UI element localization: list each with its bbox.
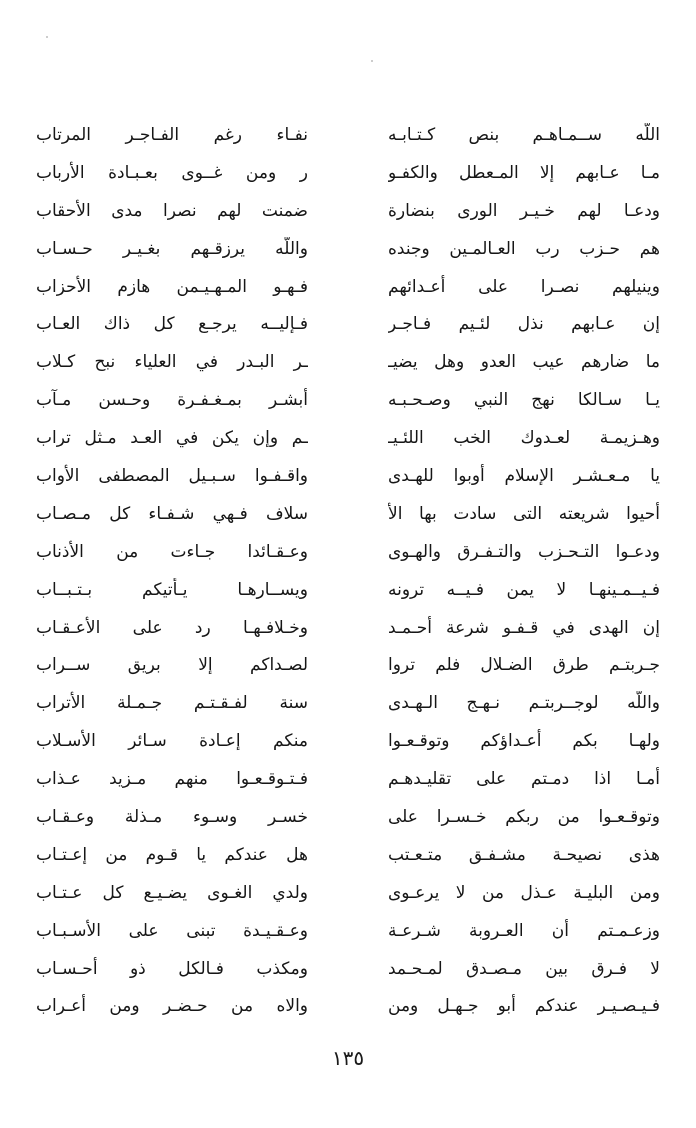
verse-second-hemistich: ـم وإن يكن في العـد مـثل تراب	[36, 428, 308, 449]
verse-first-hemistich: ما ضارهم عيب العدو وهل يضيـ	[388, 352, 660, 373]
verse-line	[36, 722, 660, 760]
verse-first-hemistich: هذى نصيحـة مشـفـق متـعـتب	[388, 844, 660, 865]
verse-second-hemistich: وعـقـائدا جـاءت من الأذناب	[36, 541, 308, 562]
verse-second-hemistich: ومكذب فـالكل ذو أحـسـاب	[36, 958, 308, 979]
verse-line	[36, 495, 660, 533]
verse-line	[36, 987, 660, 1025]
verse-second-hemistich: واللّه يرزقـهم بغـيـر حـسـاب	[36, 238, 308, 259]
verse-first-hemistich: إن الهدى في قـفـو شرعة أحـمـد	[388, 617, 660, 638]
page-number: ١٣٥	[331, 1046, 365, 1070]
poem	[36, 116, 660, 1025]
verse-line	[36, 268, 660, 306]
verse-line	[36, 836, 660, 874]
verse-line	[36, 760, 660, 798]
verse-line	[36, 533, 660, 571]
verse-line	[36, 343, 660, 381]
verse-second-hemistich: ر ومن غــوى بعـبـادة الأرباب	[36, 162, 308, 183]
verse-first-hemistich: أحيوا شريعته التى سادت بها الأ	[388, 503, 660, 524]
verse-first-hemistich: يـا سـالكا نهج النبي وصـحـبـه	[388, 390, 660, 411]
verse-first-hemistich: هم حـزب رب العـالمـين وجنده	[388, 238, 660, 259]
verse-second-hemistich: نفـاء رغم الفـاجـر المرتاب	[36, 124, 308, 145]
verse-second-hemistich: واقـفـوا سـبـيل المصطفى الأواب	[36, 465, 308, 486]
verse-line	[36, 684, 660, 722]
verse-second-hemistich: وخـلافـهـا رد على الأعـقـاب	[36, 617, 308, 638]
verse-second-hemistich: فـإليــه يرجـع كل ذاك العـاب	[36, 314, 308, 335]
verse-first-hemistich: ودعـا لهم خـيـر الورى بنضارة	[388, 200, 660, 221]
verse-first-hemistich: ولهـا بكم أعـداؤكم وتوقـعـوا	[388, 731, 660, 752]
verse-line	[36, 305, 660, 343]
verse-second-hemistich: هل عندكم يا قـوم من إعـتـاب	[36, 844, 308, 865]
verse-line	[36, 798, 660, 836]
verse-first-hemistich: وينيلهم نصـرا على أعـدائهم	[388, 276, 660, 297]
verse-line	[36, 874, 660, 912]
verse-first-hemistich: وهـزيمـة لعـدوك الخب اللئـيـ	[388, 428, 660, 449]
verse-second-hemistich: ضمنت لهم نصرا مدى الأحقاب	[36, 200, 308, 221]
verse-second-hemistich: خسـر وسـوء مـذلة وعـقـاب	[36, 806, 308, 827]
verse-second-hemistich: سنة لفـقـتـم جـمـلة الأتراب	[36, 693, 308, 714]
verse-line	[36, 419, 660, 457]
verse-first-hemistich: أمـا اذا دمـتم على تقليـدهـم	[388, 769, 660, 790]
verse-first-hemistich: إن عـابهم نذل لئـيم فـاجـر	[388, 314, 660, 335]
verse-first-hemistich: وتوقـعـوا من ربكم خـسـرا على	[388, 806, 660, 827]
verse-line	[36, 457, 660, 495]
verse-second-hemistich: منكم إعـادة سـائر الأسـلاب	[36, 731, 308, 752]
verse-first-hemistich: فـيــمـينهـا لا يمن فـيــه ترونه	[388, 579, 660, 600]
verse-first-hemistich: لا فـرق بين مـصـدق لمـحـمد	[388, 958, 660, 979]
verse-second-hemistich: ولدي الغـوى يضـيـع كل عـتـاب	[36, 882, 308, 903]
verse-line	[36, 950, 660, 988]
print-speck	[371, 60, 373, 62]
verse-line	[36, 912, 660, 950]
verse-second-hemistich: ـر البـدر في العلياء نبح كـلاب	[36, 352, 308, 373]
verse-first-hemistich: ودعـوا التـحـزب والتـفـرق والهـوى	[388, 541, 660, 562]
verse-first-hemistich: فـيـصـيـر عندكم أبو جـهـل ومن	[388, 996, 660, 1017]
verse-second-hemistich: أبشـر بمـغـفـرة وحـسن مـآب	[36, 390, 308, 411]
verse-first-hemistich: جـربتـم طرق الضـلال فلم تروا	[388, 655, 660, 676]
verse-first-hemistich: ومن البليـة عـذل من لا يرعـوى	[388, 882, 660, 903]
verse-second-hemistich: سلاف فـهي شـفـاء كل مـصـاب	[36, 503, 308, 524]
verse-first-hemistich: يا مـعـشـر الإسلام أوبوا للهـدى	[388, 465, 660, 486]
verse-second-hemistich: فـتـوقـعـوا منهم مـزيد عـذاب	[36, 769, 308, 790]
verse-second-hemistich: لصـداكم إلا بريق ســراب	[36, 655, 308, 676]
verse-second-hemistich: ويســارهـا يـأتيكم بـتـبــاب	[36, 579, 308, 600]
verse-line	[36, 609, 660, 647]
verse-line	[36, 230, 660, 268]
verse-first-hemistich: وزعـمـتم أن العـروبة شـرعـة	[388, 920, 660, 941]
verse-line	[36, 154, 660, 192]
print-speck	[46, 36, 48, 38]
verse-line	[36, 571, 660, 609]
verse-first-hemistich: واللّه لوجــربتـم نـهـج الـهـدى	[388, 693, 660, 714]
verse-first-hemistich: اللّه ســمـاهـم بنص كـتـابـه	[388, 124, 660, 145]
verse-second-hemistich: والاه من حـضـر ومن أعـراب	[36, 996, 308, 1017]
verse-line	[36, 192, 660, 230]
verse-line	[36, 381, 660, 419]
verse-line	[36, 646, 660, 684]
verse-first-hemistich: مـا عـابهم إلا المـعطل والكفـو	[388, 162, 660, 183]
verse-second-hemistich: وعـقـيـدة تبنى على الأسـبـاب	[36, 920, 308, 941]
verse-line	[36, 116, 660, 154]
verse-second-hemistich: فـهـو المـهـيـمن هازم الأحزاب	[36, 276, 308, 297]
